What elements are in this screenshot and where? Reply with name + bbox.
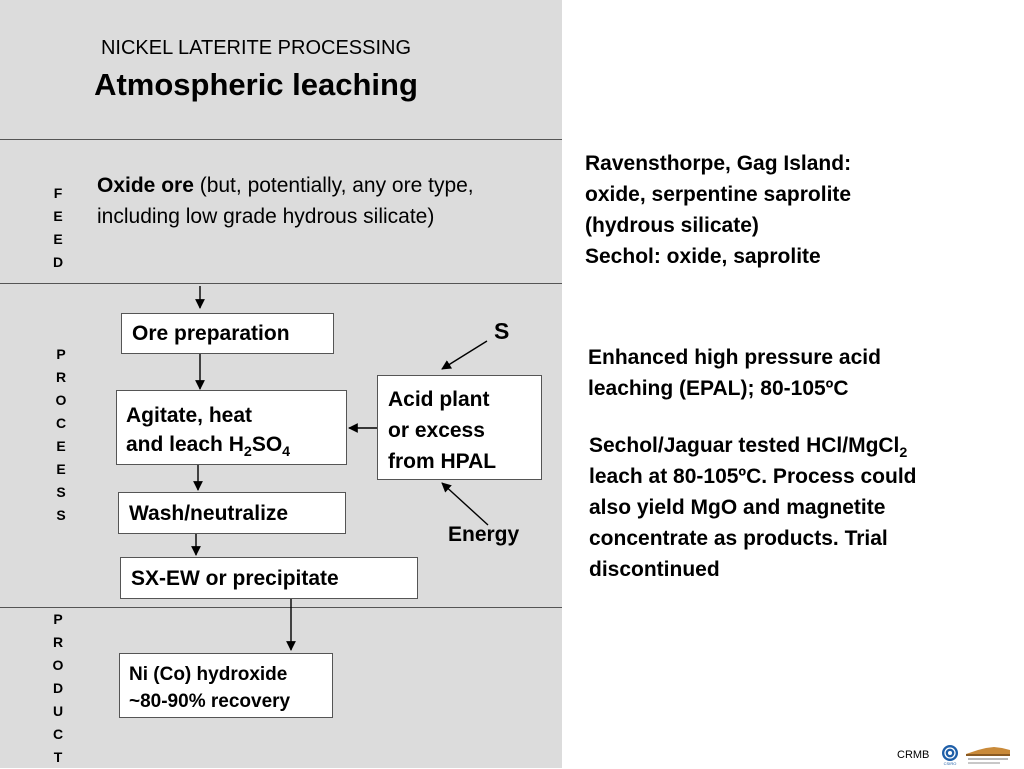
csiro-logo-icon (940, 744, 960, 766)
product-label-letter: R (52, 634, 64, 650)
process-label-letter: P (56, 346, 66, 362)
ore-preparation-box (121, 313, 334, 354)
slide-supertitle: NICKEL LATERITE PROCESSING (100, 37, 412, 59)
sites-note-line: oxide, serpentine saprolite (585, 183, 852, 206)
acid-plant-line3: from HPAL (388, 450, 497, 473)
sechol-note-line: leach at 80-105ºC. Process could (589, 465, 917, 488)
sechol-note-line: concentrate as products. Trial (589, 527, 888, 550)
arrow-energy-to-acid (442, 483, 488, 525)
agitate-line1: Agitate, heat (126, 404, 253, 427)
process-label-letter: R (55, 369, 67, 385)
h2-subscript: 2 (243, 443, 252, 460)
product-line1: Ni (Co) hydroxide (129, 664, 288, 685)
feed-label-letter: F (53, 185, 63, 201)
partner-logo-icon (964, 740, 1012, 766)
feed-ore-detail: (but, potentially, any ore type, including low grade hydrous silicate) (97, 174, 474, 228)
product-label-letter: U (52, 703, 64, 719)
sites-note-line: Ravensthorpe, Gag Island: (585, 152, 852, 175)
sites-note-line: Sechol: oxide, saprolite (585, 245, 821, 268)
product-label-letter: O (52, 657, 64, 673)
wash-neutralize-box (118, 492, 346, 534)
process-label-letter: E (56, 461, 66, 477)
epal-note (588, 342, 881, 404)
product-label-letter: D (52, 680, 64, 696)
energy-input-label: Energy (448, 523, 520, 546)
arrow-s-to-acid (442, 341, 487, 369)
product-label-letter: C (52, 726, 64, 742)
process-label-letter: E (56, 438, 66, 454)
product-line2: ~80-90% recovery (129, 691, 291, 712)
process-label-letter: S (56, 484, 66, 500)
feed-label-letter: E (53, 231, 63, 247)
acid-plant-line2: or excess (388, 419, 485, 442)
csiro-logo-text: CSIRO (943, 761, 957, 766)
epal-note-line: leaching (EPAL); 80-105ºC (588, 377, 849, 400)
sites-note-line: (hydrous silicate) (585, 214, 759, 237)
sechol-note-line: discontinued (589, 558, 720, 581)
sulfur-input-label: S (494, 318, 510, 344)
process-label-letter: S (56, 507, 66, 523)
footer-crmb-label: CRMB (897, 749, 930, 761)
epal-note-line: Enhanced high pressure acid (588, 346, 881, 369)
so4-subscript: 4 (282, 443, 291, 460)
product-box (119, 653, 333, 718)
mgcl2-subscript: 2 (899, 444, 908, 461)
sechol-note-line (589, 430, 917, 461)
sechol-note-line: also yield MgO and magnetite (589, 496, 886, 519)
product-label-letter: T (53, 749, 63, 765)
slide-title: Atmospheric leaching (94, 67, 418, 102)
acid-plant-box (377, 375, 542, 480)
product-label-letter: P (53, 611, 63, 627)
ore-preparation-label: Ore preparation (132, 322, 290, 345)
process-label-letter: C (55, 415, 67, 431)
feed-ore-type: Oxide ore (97, 174, 194, 197)
sechol-note-text: Sechol/Jaguar tested HCl/MgCl (589, 434, 900, 457)
so-text: SO (251, 433, 283, 456)
feed-label-letter: D (52, 254, 64, 270)
agitate-leach-box (116, 390, 347, 465)
process-label-letter: O (55, 392, 67, 408)
feed-label-letter: E (53, 208, 63, 224)
sites-note (585, 148, 851, 272)
agitate-line2-text: and leach H (126, 433, 244, 456)
sxew-precipitate-box (120, 557, 418, 599)
agitate-line2 (126, 430, 346, 459)
sxew-precipitate-label: SX-EW or precipitate (131, 567, 339, 590)
sechol-note (589, 430, 917, 585)
wash-neutralize-label: Wash/neutralize (129, 502, 289, 525)
acid-plant-line1: Acid plant (388, 388, 490, 411)
